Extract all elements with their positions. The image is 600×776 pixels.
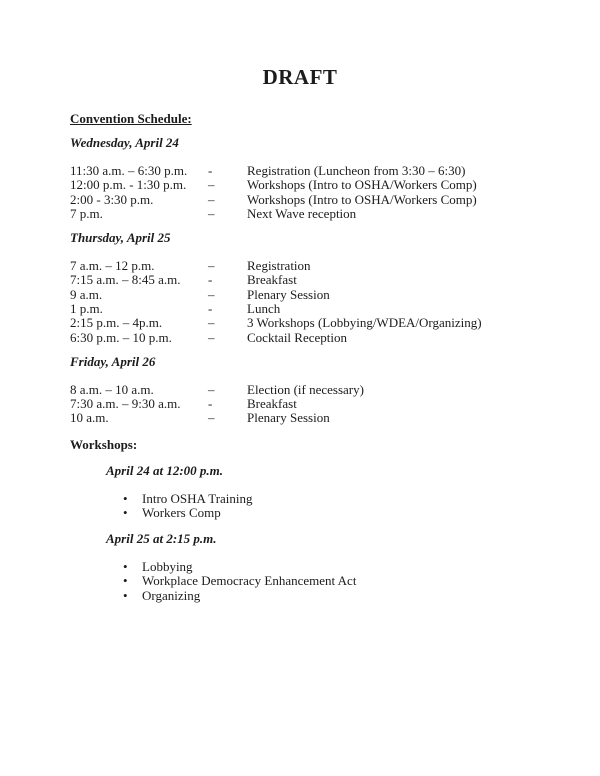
event-description: Workshops (Intro to OSHA/Workers Comp) [247,177,477,193]
workshop-item-label: Intro OSHA Training [142,490,253,506]
schedule-row [70,164,570,178]
bullet-icon: • [123,559,128,575]
event-description: Cocktail Reception [247,329,348,345]
separator-dash: – [208,177,215,193]
event-time: 7:15 a.m. – 8:45 a.m. [70,272,181,288]
event-time: 11:30 a.m. – 6:30 p.m. [70,163,188,179]
event-time: 7 a.m. – 12 p.m. [70,258,155,274]
event-description: Breakfast [247,395,297,411]
separator-dash: – [208,191,215,207]
separator-dash: - [208,272,213,288]
event-time: 8 a.m. – 10 a.m. [70,381,154,397]
event-time: 9 a.m. [70,286,103,302]
workshop-item-label: Organizing [142,587,201,603]
workshop-item-label: Workers Comp [142,504,221,520]
separator-dash: – [208,381,215,397]
workshop-item [123,574,570,588]
event-description: Workshops (Intro to OSHA/Workers Comp) [247,191,477,207]
schedule-row [70,331,570,345]
event-description: Registration (Luncheon from 3:30 – 6:30) [247,163,466,179]
event-time: 7 p.m. [70,205,103,221]
separator-dash: – [208,258,215,274]
event-description: 3 Workshops (Lobbying/WDEA/Organizing) [247,315,482,331]
separator-dash: – [208,315,215,331]
workshop-item [123,506,570,520]
separator-dash: - [208,300,213,316]
separator-dash: – [208,410,215,426]
schedule-row [70,193,570,207]
event-description: Registration [247,258,311,274]
event-time: 12:00 p.m. - 1:30 p.m. [70,177,187,193]
thursday-schedule [70,259,570,345]
day-heading-thursday: Thursday, April 25 [70,230,171,246]
event-description: Plenary Session [247,286,330,302]
bullet-icon: • [123,587,128,603]
event-description: Lunch [247,300,281,316]
schedule-row [70,178,570,192]
bullet-icon: • [123,504,128,520]
separator-dash: – [208,286,215,302]
wednesday-schedule [70,164,570,221]
workshop-session-heading-april-24: April 24 at 12:00 p.m. [106,462,224,478]
draft-title: DRAFT [262,65,338,89]
schedule-row [70,302,570,316]
event-time: 7:30 a.m. – 9:30 a.m. [70,395,181,411]
event-time: 2:00 - 3:30 p.m. [70,191,154,207]
workshop-session-heading-april-25: April 25 at 2:15 p.m. [106,531,217,547]
separator-dash: – [208,205,215,221]
bullet-icon: • [123,490,128,506]
day-heading-friday: Friday, April 26 [70,353,156,369]
workshops-heading: Workshops: [70,436,138,452]
schedule-row [70,397,570,411]
separator-dash: – [208,329,215,345]
workshop-item [123,589,570,603]
schedule-row [70,273,570,287]
schedule-row [70,207,570,221]
workshop-item-label: Lobbying [142,559,193,575]
convention-schedule-heading: Convention Schedule: [70,111,192,126]
event-description: Plenary Session [247,410,330,426]
event-time: 10 a.m. [70,410,109,426]
workshop-item-label: Workplace Democracy Enhancement Act [142,573,357,589]
schedule-row [70,259,570,273]
day-heading-wednesday: Wednesday, April 24 [70,135,179,151]
event-description: Election (if necessary) [247,381,364,397]
event-description: Breakfast [247,272,297,288]
separator-dash: - [208,163,213,179]
event-time: 1 p.m. [70,300,103,316]
workshop-item [123,492,570,506]
event-time: 6:30 p.m. – 10 p.m. [70,329,172,345]
document-content [70,89,570,603]
schedule-row [70,383,570,397]
schedule-row [70,288,570,302]
event-description: Next Wave reception [247,205,357,221]
schedule-row [70,411,570,425]
friday-schedule [70,383,570,426]
separator-dash: - [208,395,213,411]
bullet-icon: • [123,573,128,589]
workshop-item [123,560,570,574]
schedule-row [70,316,570,330]
event-time: 2:15 p.m. – 4p.m. [70,315,163,331]
workshop-list-april-24 [123,492,570,521]
workshop-list-april-25 [123,560,570,603]
